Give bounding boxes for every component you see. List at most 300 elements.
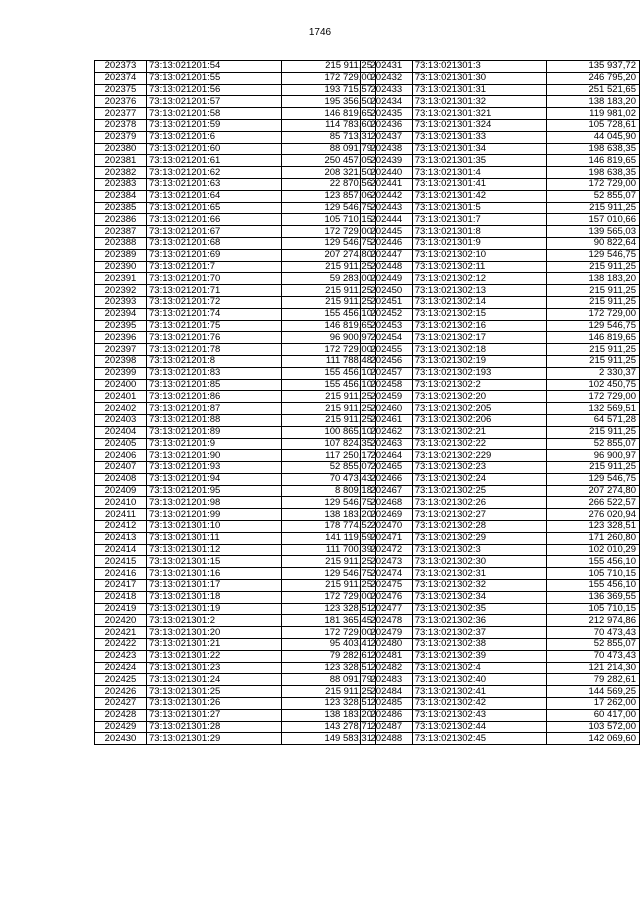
value-cell: 172 729,00 [282,344,376,356]
value-cell: 181 365,45 [282,615,376,627]
cadastral-number-cell: 73:13:021201:58 [147,108,282,120]
row-number-cell: 202487 [361,721,413,733]
row-number-cell: 202441 [361,178,413,190]
table-row [361,155,640,167]
value-cell: 96 900,97 [546,450,639,462]
cadastral-number-cell: 73:13:021301:23 [147,662,282,674]
value-cell: 215 911,25 [546,285,639,297]
value-cell: 52 855,07 [282,462,376,474]
table-row [95,108,376,120]
value-cell: 103 572,00 [546,721,639,733]
cadastral-number-cell: 73:13:021201:6 [147,131,282,143]
row-number-cell: 202427 [95,698,147,710]
cadastral-number-cell: 73:13:021201:70 [147,273,282,285]
value-cell: 129 546,75 [282,497,376,509]
table-row [361,580,640,592]
table-row [361,414,640,426]
value-cell: 129 546,75 [282,237,376,249]
table-row [361,615,640,627]
value-cell: 198 638,35 [546,167,639,179]
value-cell: 246 795,20 [546,72,639,84]
cadastral-number-cell: 73:13:021201:86 [147,391,282,403]
row-number-cell: 202468 [361,497,413,509]
table-row [361,544,640,556]
table-row [95,497,376,509]
value-cell: 88 091,79 [282,143,376,155]
row-number-cell: 202409 [95,485,147,497]
row-number-cell: 202397 [95,344,147,356]
table-row [361,556,640,568]
value-cell: 215 911,25 [282,285,376,297]
cadastral-number-cell: 73:13:021302:35 [412,603,546,615]
row-number-cell: 202435 [361,108,413,120]
table-row [95,615,376,627]
cadastral-number-cell: 73:13:021301:31 [412,84,546,96]
row-number-cell: 202400 [95,379,147,391]
cadastral-number-cell: 73:13:021201:87 [147,403,282,415]
table-row [361,273,640,285]
row-number-cell: 202403 [95,414,147,426]
table-row [95,521,376,533]
row-number-cell: 202463 [361,438,413,450]
table-row [95,72,376,84]
value-cell: 64 571,28 [546,414,639,426]
row-number-cell: 202431 [361,61,413,73]
table-row [361,344,640,356]
value-cell: 111 700,39 [282,544,376,556]
table-row [95,379,376,391]
cadastral-number-cell: 73:13:021302:3 [412,544,546,556]
value-cell: 59 283,00 [282,273,376,285]
cadastral-number-cell: 73:13:021201:75 [147,320,282,332]
table-row [361,96,640,108]
value-cell: 155 456,10 [282,379,376,391]
value-cell: 129 546,75 [546,473,639,485]
cadastral-number-cell: 73:13:021201:55 [147,72,282,84]
row-number-cell: 202395 [95,320,147,332]
cadastral-number-cell: 73:13:021201:59 [147,119,282,131]
table-row [361,72,640,84]
cadastral-number-cell: 73:13:021201:54 [147,61,282,73]
table-row [361,108,640,120]
value-cell: 215 911,25 [546,462,639,474]
row-number-cell: 202456 [361,355,413,367]
table-row [95,119,376,131]
cadastral-number-cell: 73:13:021301:29 [147,733,282,745]
value-cell: 60 417,00 [546,709,639,721]
cadastral-number-cell: 73:13:021301:41 [412,178,546,190]
value-cell: 100 865,10 [282,426,376,438]
row-number-cell: 202398 [95,355,147,367]
value-cell: 123 328,51 [282,662,376,674]
row-number-cell: 202416 [95,568,147,580]
value-cell: 171 260,80 [546,532,639,544]
cadastral-number-cell: 73:13:021301:20 [147,627,282,639]
row-number-cell: 202374 [95,72,147,84]
row-number-cell: 202466 [361,473,413,485]
table-row [95,603,376,615]
table-row [361,426,640,438]
row-number-cell: 202376 [95,96,147,108]
table-row [361,698,640,710]
row-number-cell: 202452 [361,308,413,320]
cadastral-number-cell: 73:13:021201:72 [147,296,282,308]
cadastral-number-cell: 73:13:021302:44 [412,721,546,733]
row-number-cell: 202380 [95,143,147,155]
table-row [95,674,376,686]
cadastral-number-cell: 73:13:021301:21 [147,639,282,651]
row-number-cell: 202390 [95,261,147,273]
cadastral-number-cell: 73:13:021301:10 [147,521,282,533]
cadastral-number-cell: 73:13:021201:64 [147,190,282,202]
cadastral-number-cell: 73:13:021201:90 [147,450,282,462]
table-row [95,473,376,485]
table-row [361,190,640,202]
value-cell: 215 911,25 [546,344,639,356]
cadastral-number-cell: 73:13:021302:10 [412,249,546,261]
row-number-cell: 202448 [361,261,413,273]
table-row [95,320,376,332]
cadastral-number-cell: 73:13:021301:24 [147,674,282,686]
row-number-cell: 202449 [361,273,413,285]
table-row [95,167,376,179]
row-number-cell: 202473 [361,556,413,568]
value-cell: 172 729,00 [282,591,376,603]
table-row [95,355,376,367]
row-number-cell: 202388 [95,237,147,249]
table-row [95,61,376,73]
row-number-cell: 202385 [95,202,147,214]
value-cell: 96 900,97 [282,332,376,344]
value-cell: 121 214,30 [546,662,639,674]
row-number-cell: 202481 [361,650,413,662]
cadastral-number-cell: 73:13:021201:9 [147,438,282,450]
row-number-cell: 202447 [361,249,413,261]
cadastral-number-cell: 73:13:021302:27 [412,509,546,521]
table-row [95,226,376,238]
table-row [95,296,376,308]
left-table [94,60,376,745]
table-row [361,591,640,603]
cadastral-number-cell: 73:13:021302:15 [412,308,546,320]
row-number-cell: 202432 [361,72,413,84]
value-cell: 172 729,00 [282,72,376,84]
row-number-cell: 202459 [361,391,413,403]
row-number-cell: 202439 [361,155,413,167]
value-cell: 172 729,00 [282,226,376,238]
value-cell: 215 911,25 [546,296,639,308]
row-number-cell: 202421 [95,627,147,639]
table-row [361,450,640,462]
row-number-cell: 202445 [361,226,413,238]
value-cell: 215 911,25 [282,414,376,426]
row-number-cell: 202484 [361,686,413,698]
table-row [95,155,376,167]
value-cell: 276 020,94 [546,509,639,521]
row-number-cell: 202469 [361,509,413,521]
row-number-cell: 202485 [361,698,413,710]
value-cell: 117 250,17 [282,450,376,462]
value-cell: 138 183,20 [546,273,639,285]
value-cell: 79 282,61 [282,650,376,662]
cadastral-number-cell: 73:13:021302:20 [412,391,546,403]
table-row [95,556,376,568]
row-number-cell: 202461 [361,414,413,426]
value-cell: 102 450,75 [546,379,639,391]
cadastral-number-cell: 73:13:021301:30 [412,72,546,84]
value-cell: 105 710,15 [282,214,376,226]
value-cell: 105 710,15 [546,603,639,615]
cadastral-number-cell: 73:13:021301:22 [147,650,282,662]
value-cell: 52 855,07 [546,190,639,202]
cadastral-number-cell: 73:13:021201:83 [147,367,282,379]
cadastral-number-cell: 73:13:021301:18 [147,591,282,603]
cadastral-number-cell: 73:13:021302:206 [412,414,546,426]
value-cell: 70 473,43 [546,650,639,662]
table-row [95,273,376,285]
row-number-cell: 202430 [95,733,147,745]
row-number-cell: 202419 [95,603,147,615]
row-number-cell: 202429 [95,721,147,733]
cadastral-number-cell: 73:13:021201:78 [147,344,282,356]
value-cell: 95 403,41 [282,639,376,651]
row-number-cell: 202404 [95,426,147,438]
row-number-cell: 202417 [95,580,147,592]
value-cell: 215 911,25 [282,261,376,273]
cadastral-number-cell: 73:13:021201:88 [147,414,282,426]
value-cell: 198 638,35 [546,143,639,155]
table-row [95,285,376,297]
cadastral-number-cell: 73:13:021302:41 [412,686,546,698]
row-number-cell: 202381 [95,155,147,167]
value-cell: 138 183,20 [546,96,639,108]
value-cell: 266 522,57 [546,497,639,509]
cadastral-number-cell: 73:13:021302:30 [412,556,546,568]
value-cell: 215 911,25 [282,580,376,592]
value-cell: 250 457,05 [282,155,376,167]
row-number-cell: 202457 [361,367,413,379]
cadastral-number-cell: 73:13:021302:26 [412,497,546,509]
right-table [360,60,640,745]
value-cell: 139 565,03 [546,226,639,238]
table-row [95,709,376,721]
cadastral-number-cell: 73:13:021302:37 [412,627,546,639]
value-cell: 22 870,56 [282,178,376,190]
table-row [361,568,640,580]
right-table-body [361,61,640,745]
cadastral-number-cell: 73:13:021302:42 [412,698,546,710]
cadastral-number-cell: 73:13:021301:8 [412,226,546,238]
value-cell: 208 321,50 [282,167,376,179]
cadastral-number-cell: 73:13:021301:15 [147,556,282,568]
table-row [361,639,640,651]
cadastral-number-cell: 73:13:021302:193 [412,367,546,379]
row-number-cell: 202384 [95,190,147,202]
cadastral-number-cell: 73:13:021301:3 [412,61,546,73]
row-number-cell: 202382 [95,167,147,179]
cadastral-number-cell: 73:13:021302:32 [412,580,546,592]
row-number-cell: 202410 [95,497,147,509]
cadastral-number-cell: 73:13:021201:94 [147,473,282,485]
row-number-cell: 202387 [95,226,147,238]
cadastral-number-cell: 73:13:021302:17 [412,332,546,344]
cadastral-number-cell: 73:13:021302:40 [412,674,546,686]
cadastral-number-cell: 73:13:021201:67 [147,226,282,238]
value-cell: 105 728,61 [546,119,639,131]
cadastral-number-cell: 73:13:021302:28 [412,521,546,533]
value-cell: 52 855,07 [546,639,639,651]
value-cell: 146 819,65 [546,332,639,344]
row-number-cell: 202420 [95,615,147,627]
table-row [95,662,376,674]
value-cell: 102 010,29 [546,544,639,556]
row-number-cell: 202396 [95,332,147,344]
table-row [95,627,376,639]
row-number-cell: 202480 [361,639,413,651]
table-row [95,485,376,497]
value-cell: 129 546,75 [546,320,639,332]
cadastral-number-cell: 73:13:021301:5 [412,202,546,214]
row-number-cell: 202464 [361,450,413,462]
value-cell: 155 456,10 [546,580,639,592]
cadastral-number-cell: 73:13:021302:24 [412,473,546,485]
table-row [361,627,640,639]
left-table-body [95,61,376,745]
value-cell: 123 857,06 [282,190,376,202]
table-row [95,698,376,710]
row-number-cell: 202453 [361,320,413,332]
value-cell: 144 569,25 [546,686,639,698]
cadastral-number-cell: 73:13:021301:27 [147,709,282,721]
table-row [95,143,376,155]
table-row [361,320,640,332]
value-cell: 2 330,37 [546,367,639,379]
table-row [95,426,376,438]
value-cell: 129 546,75 [282,202,376,214]
value-cell: 146 819,65 [282,320,376,332]
value-cell: 146 819,65 [546,155,639,167]
value-cell: 123 328,51 [282,698,376,710]
row-number-cell: 202407 [95,462,147,474]
table-row [361,473,640,485]
row-number-cell: 202437 [361,131,413,143]
row-number-cell: 202462 [361,426,413,438]
row-number-cell: 202479 [361,627,413,639]
table-row [95,591,376,603]
row-number-cell: 202472 [361,544,413,556]
table-row [361,285,640,297]
cadastral-number-cell: 73:13:021301:12 [147,544,282,556]
table-row [361,674,640,686]
table-row [361,261,640,273]
row-number-cell: 202383 [95,178,147,190]
cadastral-number-cell: 73:13:021302:229 [412,450,546,462]
table-row [361,143,640,155]
cadastral-number-cell: 73:13:021302:21 [412,426,546,438]
row-number-cell: 202422 [95,639,147,651]
value-cell: 138 183,20 [282,509,376,521]
cadastral-number-cell: 73:13:021201:60 [147,143,282,155]
table-row [361,733,640,745]
table-row [95,249,376,261]
value-cell: 215 911,25 [546,426,639,438]
row-number-cell: 202373 [95,61,147,73]
cadastral-number-cell: 73:13:021302:13 [412,285,546,297]
value-cell: 111 788,48 [282,355,376,367]
cadastral-number-cell: 73:13:021301:33 [412,131,546,143]
value-cell: 215 911,25 [282,686,376,698]
value-cell: 212 974,86 [546,615,639,627]
row-number-cell: 202406 [95,450,147,462]
row-number-cell: 202474 [361,568,413,580]
cadastral-number-cell: 73:13:021201:61 [147,155,282,167]
cadastral-number-cell: 73:13:021302:29 [412,532,546,544]
table-row [95,237,376,249]
cadastral-number-cell: 73:13:021302:16 [412,320,546,332]
table-row [361,178,640,190]
cadastral-number-cell: 73:13:021302:39 [412,650,546,662]
table-row [95,580,376,592]
cadastral-number-cell: 73:13:021301:19 [147,603,282,615]
value-cell: 129 546,75 [282,568,376,580]
value-cell: 207 274,80 [282,249,376,261]
row-number-cell: 202455 [361,344,413,356]
cadastral-number-cell: 73:13:021302:11 [412,261,546,273]
cadastral-number-cell: 73:13:021201:98 [147,497,282,509]
cadastral-number-cell: 73:13:021301:34 [412,143,546,155]
row-number-cell: 202399 [95,367,147,379]
cadastral-number-cell: 73:13:021201:66 [147,214,282,226]
table-row [95,344,376,356]
value-cell: 90 822,64 [546,237,639,249]
row-number-cell: 202446 [361,237,413,249]
value-cell: 146 819,65 [282,108,376,120]
table-row [361,709,640,721]
row-number-cell: 202405 [95,438,147,450]
value-cell: 149 583,31 [282,733,376,745]
value-cell: 178 774,52 [282,521,376,533]
value-cell: 215 911,25 [282,61,376,73]
value-cell: 105 710,15 [546,568,639,580]
row-number-cell: 202418 [95,591,147,603]
table-row [95,96,376,108]
table-row [361,509,640,521]
table-row [361,367,640,379]
cadastral-number-cell: 73:13:021301:7 [412,214,546,226]
value-cell: 123 328,51 [546,521,639,533]
row-number-cell: 202413 [95,532,147,544]
table-row [361,603,640,615]
table-row [361,332,640,344]
value-cell: 107 824,35 [282,438,376,450]
row-number-cell: 202438 [361,143,413,155]
table-row [361,485,640,497]
cadastral-number-cell: 73:13:021302:34 [412,591,546,603]
value-cell: 157 010,66 [546,214,639,226]
cadastral-number-cell: 73:13:021301:26 [147,698,282,710]
value-cell: 172 729,00 [282,627,376,639]
cadastral-number-cell: 73:13:021201:76 [147,332,282,344]
table-row [361,391,640,403]
row-number-cell: 202478 [361,615,413,627]
table-row [361,521,640,533]
cadastral-number-cell: 73:13:021201:99 [147,509,282,521]
row-number-cell: 202433 [361,84,413,96]
table-row [361,237,640,249]
cadastral-number-cell: 73:13:021301:2 [147,615,282,627]
cadastral-number-cell: 73:13:021302:25 [412,485,546,497]
table-row [361,226,640,238]
